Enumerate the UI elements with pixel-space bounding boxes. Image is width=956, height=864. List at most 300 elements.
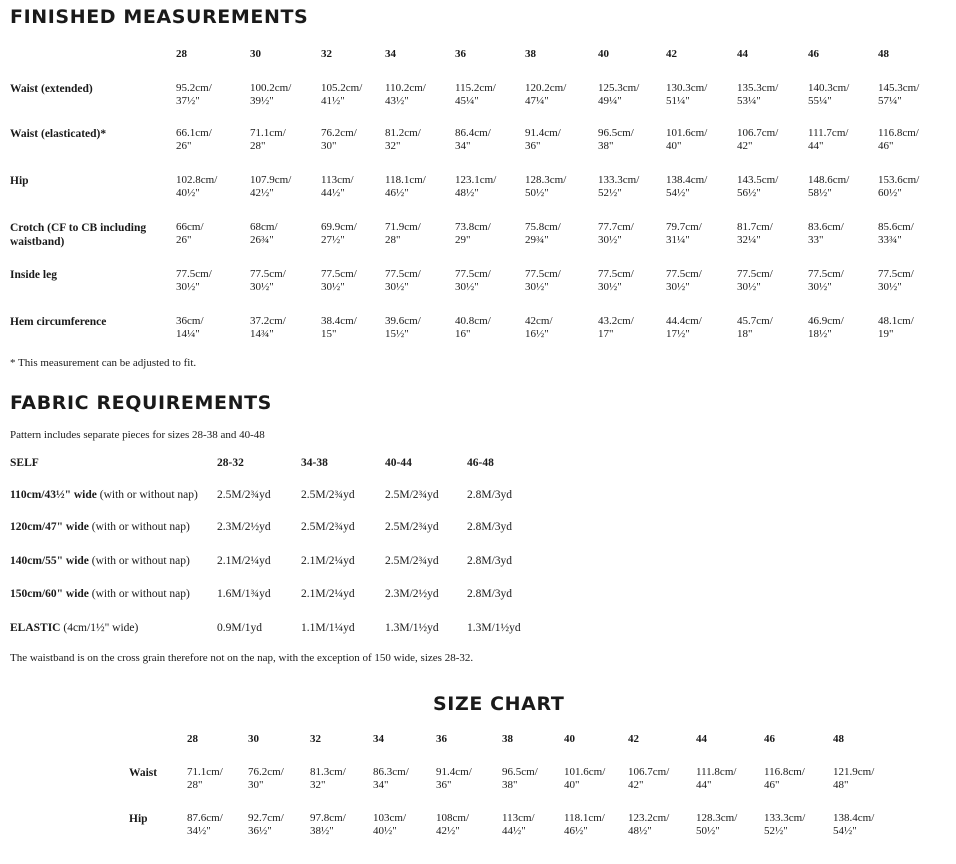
measurement-cell [666, 82, 707, 108]
measurement-value: 30½" [385, 281, 409, 293]
size-header: 38 [502, 733, 513, 745]
fabric-width: ELASTIC [10, 622, 61, 634]
size-header: 48 [878, 48, 889, 60]
measurement-cell [373, 812, 406, 838]
measurement-value: 108cm/ [436, 812, 469, 824]
measurement-cell [248, 812, 284, 838]
measurement-cell [321, 221, 357, 247]
fabric-row-label [10, 588, 190, 600]
measurement-cell [628, 766, 669, 792]
fabric-amount: 2.8M/3yd [467, 588, 513, 600]
size-header: 34 [385, 48, 396, 60]
measurement-cell [502, 766, 538, 792]
measurement-value: 95.2cm/ [176, 82, 212, 94]
measurement-value: 36cm/ [176, 315, 204, 327]
measurement-value: 69.9cm/ [321, 221, 357, 233]
measurement-value: 55¼" [808, 95, 832, 107]
measurement-value: 30½" [455, 281, 479, 293]
fabric-note: (with or without nap) [88, 588, 190, 600]
size-header: 48 [833, 733, 844, 745]
measurement-value: 15" [321, 328, 337, 340]
measurement-value: 48.1cm/ [878, 315, 914, 327]
measurement-value: 143.5cm/ [737, 174, 779, 186]
measurement-value: 77.5cm/ [808, 268, 844, 280]
fabric-width: 110cm/43½" wide [10, 489, 97, 501]
measurement-cell [878, 82, 919, 108]
size-header: 42 [628, 733, 639, 745]
measurement-value: 43.2cm/ [598, 315, 634, 327]
self-label: SELF [10, 457, 39, 469]
measurement-value: 45¼" [455, 95, 479, 107]
fabric-amount: 2.5M/2¾yd [301, 521, 355, 533]
measurement-value: 58½" [808, 187, 832, 199]
measurement-value: 32¼" [737, 234, 761, 246]
measurement-value: 27½" [321, 234, 345, 246]
measurement-cell [878, 127, 919, 153]
measurement-value: 48" [833, 779, 849, 791]
measurement-value: 71.1cm/ [187, 766, 223, 778]
measurement-cell [808, 315, 844, 341]
measurement-value: 26" [176, 234, 192, 246]
measurement-cell [598, 315, 634, 341]
measurement-value: 40" [564, 779, 580, 791]
measurement-cell [187, 812, 223, 838]
measurement-value: 26¾" [250, 234, 274, 246]
fabric-amount: 1.6M/1¾yd [217, 588, 271, 600]
measurement-value: 140.3cm/ [808, 82, 850, 94]
measurement-value: 30½" [878, 281, 902, 293]
finished-footnote: * This measurement can be adjusted to fit. [10, 357, 197, 369]
fabric-amount: 2.5M/2¾yd [385, 489, 439, 501]
measurement-cell [455, 127, 491, 153]
measurement-value: 42" [628, 779, 644, 791]
measurement-value: 46.9cm/ [808, 315, 844, 327]
measurement-value: 16" [455, 328, 471, 340]
measurement-value: 49¼" [598, 95, 622, 107]
measurement-value: 42" [737, 140, 753, 152]
measurement-value: 44" [696, 779, 712, 791]
fabric-row-label [10, 555, 190, 567]
measurement-cell [764, 812, 805, 838]
row-label: Waist (extended) [10, 83, 93, 95]
measurement-value: 54½" [666, 187, 690, 199]
fabric-amount: 2.1M/2¼yd [301, 588, 355, 600]
measurement-value: 30½" [176, 281, 200, 293]
measurement-cell [502, 812, 535, 838]
measurement-value: 46" [878, 140, 894, 152]
measurement-cell [385, 315, 421, 341]
fabric-requirements-title: FABRIC REQUIREMENTS [10, 392, 272, 414]
measurement-value: 138.4cm/ [666, 174, 708, 186]
measurement-value: 101.6cm/ [564, 766, 606, 778]
measurement-value: 77.5cm/ [666, 268, 702, 280]
measurement-value: 29¾" [525, 234, 549, 246]
measurement-value: 47¼" [525, 95, 549, 107]
measurement-cell [385, 221, 421, 247]
measurement-cell [455, 221, 491, 247]
measurement-value: 105.2cm/ [321, 82, 363, 94]
measurement-value: 41½" [321, 95, 345, 107]
measurement-value: 115.2cm/ [455, 82, 496, 94]
fabric-amount: 2.5M/2¾yd [385, 555, 439, 567]
measurement-cell [696, 766, 736, 792]
measurement-value: 91.4cm/ [525, 127, 561, 139]
measurement-value: 40½" [373, 825, 397, 837]
measurement-value: 30½" [250, 281, 274, 293]
size-range-header: 46-48 [467, 457, 494, 469]
measurement-value: 113cm/ [502, 812, 535, 824]
measurement-cell [808, 82, 849, 108]
measurement-value: 128.3cm/ [525, 174, 567, 186]
measurement-cell [737, 127, 778, 153]
measurement-cell [525, 221, 561, 247]
fabric-amount: 2.8M/3yd [467, 555, 513, 567]
measurement-value: 57¼" [878, 95, 902, 107]
measurement-value: 36" [525, 140, 541, 152]
measurement-value: 29" [455, 234, 471, 246]
measurement-value: 44½" [321, 187, 345, 199]
measurement-value: 30½" [321, 281, 345, 293]
measurement-cell [455, 174, 496, 200]
measurement-cell [250, 315, 286, 341]
measurement-cell [373, 766, 409, 792]
measurement-value: 123.2cm/ [628, 812, 670, 824]
measurement-cell [598, 127, 634, 153]
measurement-value: 32" [310, 779, 326, 791]
fabric-width: 140cm/55" wide [10, 555, 89, 567]
measurement-value: 14¼" [176, 328, 200, 340]
measurement-value: 30½" [737, 281, 761, 293]
measurement-cell [250, 174, 291, 200]
measurement-cell [666, 174, 707, 200]
size-header: 30 [250, 48, 261, 60]
measurement-value: 77.5cm/ [525, 268, 561, 280]
fabric-amount: 2.5M/2¾yd [301, 489, 355, 501]
measurement-value: 71.9cm/ [385, 221, 421, 233]
measurement-value: 17" [598, 328, 614, 340]
measurement-value: 66.1cm/ [176, 127, 212, 139]
measurement-value: 79.7cm/ [666, 221, 702, 233]
measurement-cell [737, 315, 773, 341]
measurement-cell [385, 82, 426, 108]
size-header: 28 [187, 733, 198, 745]
size-range-header: 28-32 [217, 457, 244, 469]
fabric-amount: 1.3M/1½yd [385, 622, 439, 634]
measurement-cell [598, 268, 634, 294]
fabric-width: 150cm/60" wide [10, 588, 89, 600]
fabric-amount: 2.5M/2¾yd [385, 521, 439, 533]
measurement-cell [598, 221, 634, 247]
measurement-value: 18" [737, 328, 753, 340]
fabric-row-label [10, 521, 190, 533]
measurement-value: 106.7cm/ [737, 127, 779, 139]
measurement-cell [455, 268, 491, 294]
size-header: 44 [696, 733, 707, 745]
measurement-cell [666, 127, 707, 153]
measurement-value: 148.6cm/ [808, 174, 850, 186]
measurement-cell [696, 812, 737, 838]
measurement-value: 130.3cm/ [666, 82, 708, 94]
measurement-value: 77.5cm/ [176, 268, 212, 280]
measurement-cell [737, 221, 773, 247]
fabric-amount: 1.3M/1½yd [467, 622, 521, 634]
size-header: 40 [598, 48, 609, 60]
fabric-footnote: The waistband is on the cross grain therefore not on the nap, with the exception of 150 wide, sizes 28-32. [10, 652, 474, 664]
measurement-cell [737, 268, 773, 294]
measurement-value: 15½" [385, 328, 409, 340]
fabric-amount: 2.1M/2¼yd [301, 555, 355, 567]
measurement-cell [248, 766, 284, 792]
measurement-cell [764, 766, 805, 792]
measurement-value: 76.2cm/ [248, 766, 284, 778]
measurement-value: 50½" [696, 825, 720, 837]
measurement-cell [808, 127, 848, 153]
measurement-cell [176, 127, 212, 153]
measurement-value: 87.6cm/ [187, 812, 223, 824]
measurement-cell [525, 174, 566, 200]
measurement-value: 76.2cm/ [321, 127, 357, 139]
measurement-cell [666, 268, 702, 294]
measurement-value: 42½" [436, 825, 460, 837]
measurement-value: 120.2cm/ [525, 82, 567, 94]
measurement-value: 38" [502, 779, 518, 791]
measurement-value: 46½" [385, 187, 409, 199]
measurement-cell [321, 268, 357, 294]
measurement-value: 96.5cm/ [502, 766, 538, 778]
measurement-cell [628, 812, 669, 838]
measurement-cell [321, 127, 357, 153]
measurement-value: 77.5cm/ [321, 268, 357, 280]
measurement-value: 30½" [598, 234, 622, 246]
measurement-cell [564, 766, 605, 792]
measurement-cell [598, 82, 639, 108]
measurement-value: 118.1cm/ [385, 174, 426, 186]
measurement-value: 86.4cm/ [455, 127, 491, 139]
finished-measurements-title: FINISHED MEASUREMENTS [10, 6, 309, 28]
measurement-value: 106.7cm/ [628, 766, 670, 778]
fabric-row-label [10, 489, 198, 501]
measurement-value: 18½" [808, 328, 832, 340]
row-label: Waist [129, 767, 158, 779]
measurement-value: 40" [666, 140, 682, 152]
measurement-cell [176, 82, 212, 108]
measurement-value: 53¼" [737, 95, 761, 107]
fabric-amount: 1.1M/1¼yd [301, 622, 355, 634]
measurement-cell [737, 82, 778, 108]
measurement-value: 77.5cm/ [737, 268, 773, 280]
size-chart-title: SIZE CHART [433, 693, 565, 715]
measurement-value: 91.4cm/ [436, 766, 472, 778]
measurement-value: 51¼" [666, 95, 690, 107]
measurement-value: 153.6cm/ [878, 174, 920, 186]
measurement-value: 38.4cm/ [321, 315, 357, 327]
measurement-value: 77.5cm/ [598, 268, 634, 280]
measurement-value: 30½" [666, 281, 690, 293]
measurement-value: 43½" [385, 95, 409, 107]
measurement-value: 83.6cm/ [808, 221, 844, 233]
measurement-value: 75.8cm/ [525, 221, 561, 233]
measurement-value: 133.3cm/ [764, 812, 806, 824]
fabric-note: (with or without nap) [96, 489, 198, 501]
measurement-value: 77.5cm/ [250, 268, 286, 280]
measurement-cell [808, 268, 844, 294]
measurement-cell [176, 174, 217, 200]
size-header: 32 [310, 733, 321, 745]
measurement-value: 30" [321, 140, 337, 152]
measurement-cell [436, 812, 469, 838]
measurement-cell [385, 174, 426, 200]
measurement-value: 77.5cm/ [878, 268, 914, 280]
size-header: 44 [737, 48, 748, 60]
measurement-cell [310, 766, 346, 792]
measurement-cell [564, 812, 605, 838]
measurement-value: 86.3cm/ [373, 766, 409, 778]
measurement-value: 60½" [878, 187, 902, 199]
measurement-cell [878, 221, 914, 247]
measurement-value: 123.1cm/ [455, 174, 497, 186]
measurement-cell [808, 174, 849, 200]
measurement-value: 71.1cm/ [250, 127, 286, 139]
measurement-value: 133.3cm/ [598, 174, 640, 186]
measurement-value: 44.4cm/ [666, 315, 702, 327]
size-header: 46 [764, 733, 775, 745]
measurement-cell [525, 315, 553, 341]
row-label: Hem circumference [10, 316, 107, 328]
measurement-value: 81.2cm/ [385, 127, 421, 139]
measurement-value: 42cm/ [525, 315, 553, 327]
fabric-width: 120cm/47" wide [10, 521, 89, 533]
measurement-value: 28" [250, 140, 266, 152]
fabric-amount: 2.5M/2¾yd [217, 489, 271, 501]
measurement-value: 73.8cm/ [455, 221, 491, 233]
size-header: 34 [373, 733, 384, 745]
measurement-value: 34" [373, 779, 389, 791]
measurement-value: 28" [385, 234, 401, 246]
measurement-value: 34" [455, 140, 471, 152]
measurement-value: 39.6cm/ [385, 315, 421, 327]
size-header: 46 [808, 48, 819, 60]
measurement-value: 66cm/ [176, 221, 204, 233]
size-range-header: 40-44 [385, 457, 412, 469]
fabric-intro: Pattern includes separate pieces for sizes 28-38 and 40-48 [10, 429, 265, 441]
measurement-value: 48½" [455, 187, 479, 199]
fabric-note: (with or without nap) [88, 521, 190, 533]
measurement-value: 50½" [525, 187, 549, 199]
measurement-value: 36½" [248, 825, 272, 837]
measurement-cell [737, 174, 778, 200]
measurement-value: 128.3cm/ [696, 812, 738, 824]
measurement-cell [455, 82, 496, 108]
measurement-value: 16½" [525, 328, 549, 340]
size-header: 36 [455, 48, 466, 60]
fabric-note: (4cm/1½" wide) [60, 622, 139, 634]
size-header: 36 [436, 733, 447, 745]
measurement-cell [808, 221, 844, 247]
fabric-amount: 2.8M/3yd [467, 489, 513, 501]
measurement-cell [250, 268, 286, 294]
measurement-cell [187, 766, 223, 792]
measurement-cell [666, 315, 702, 341]
measurement-cell [385, 268, 421, 294]
measurement-value: 77.7cm/ [598, 221, 634, 233]
measurement-cell [385, 127, 421, 153]
size-header: 40 [564, 733, 575, 745]
size-header: 28 [176, 48, 187, 60]
measurement-value: 111.7cm/ [808, 127, 849, 139]
measurement-value: 54½" [833, 825, 857, 837]
measurement-cell [666, 221, 702, 247]
measurement-value: 38½" [310, 825, 334, 837]
measurement-cell [455, 315, 491, 341]
measurement-value: 77.5cm/ [385, 268, 421, 280]
measurement-value: 40.8cm/ [455, 315, 491, 327]
fabric-amount: 2.3M/2½yd [385, 588, 439, 600]
measurement-value: 36" [436, 779, 452, 791]
measurement-cell [321, 174, 354, 200]
measurement-value: 30½" [525, 281, 549, 293]
measurement-cell [310, 812, 346, 838]
measurement-value: 28" [187, 779, 203, 791]
measurement-value: 116.8cm/ [764, 766, 805, 778]
measurement-value: 97.8cm/ [310, 812, 346, 824]
measurement-value: 40½" [176, 187, 200, 199]
fabric-amount: 2.3M/2½yd [217, 521, 271, 533]
fabric-amount: 2.1M/2¼yd [217, 555, 271, 567]
measurement-value: 46½" [564, 825, 588, 837]
measurement-value: 14¾" [250, 328, 274, 340]
measurement-value: 103cm/ [373, 812, 406, 824]
fabric-row-label [10, 622, 138, 634]
measurement-cell [833, 766, 874, 792]
measurement-cell [525, 127, 561, 153]
row-label: Hip [129, 813, 148, 825]
fabric-amount: 2.8M/3yd [467, 521, 513, 533]
measurement-value: 42½" [250, 187, 274, 199]
measurement-cell [436, 766, 472, 792]
measurement-value: 102.8cm/ [176, 174, 218, 186]
measurement-value: 110.2cm/ [385, 82, 426, 94]
measurement-value: 100.2cm/ [250, 82, 292, 94]
measurement-value: 38" [598, 140, 614, 152]
measurement-value: 68cm/ [250, 221, 278, 233]
measurement-value: 17½" [666, 328, 690, 340]
size-header: 32 [321, 48, 332, 60]
measurement-value: 31¼" [666, 234, 690, 246]
measurement-cell [833, 812, 874, 838]
row-label: Waist (elasticated)* [10, 128, 107, 140]
measurement-value: 118.1cm/ [564, 812, 605, 824]
measurement-value: 48½" [628, 825, 652, 837]
measurement-value: 145.3cm/ [878, 82, 920, 94]
measurement-value: 44" [808, 140, 824, 152]
measurement-cell [321, 82, 362, 108]
measurement-value: 33¾" [878, 234, 902, 246]
measurement-cell [878, 268, 914, 294]
measurement-value: 45.7cm/ [737, 315, 773, 327]
measurement-value: 135.3cm/ [737, 82, 779, 94]
size-range-header: 34-38 [301, 457, 328, 469]
measurement-value: 33" [808, 234, 824, 246]
measurement-cell [176, 268, 212, 294]
fabric-amount: 0.9M/1yd [217, 622, 263, 634]
row-label: Crotch (CF to CB including waistband) [10, 222, 147, 248]
measurement-cell [321, 315, 357, 341]
measurement-cell [525, 82, 566, 108]
measurement-value: 30½" [808, 281, 832, 293]
measurement-value: 138.4cm/ [833, 812, 875, 824]
measurement-cell [250, 127, 286, 153]
measurement-value: 111.8cm/ [696, 766, 737, 778]
